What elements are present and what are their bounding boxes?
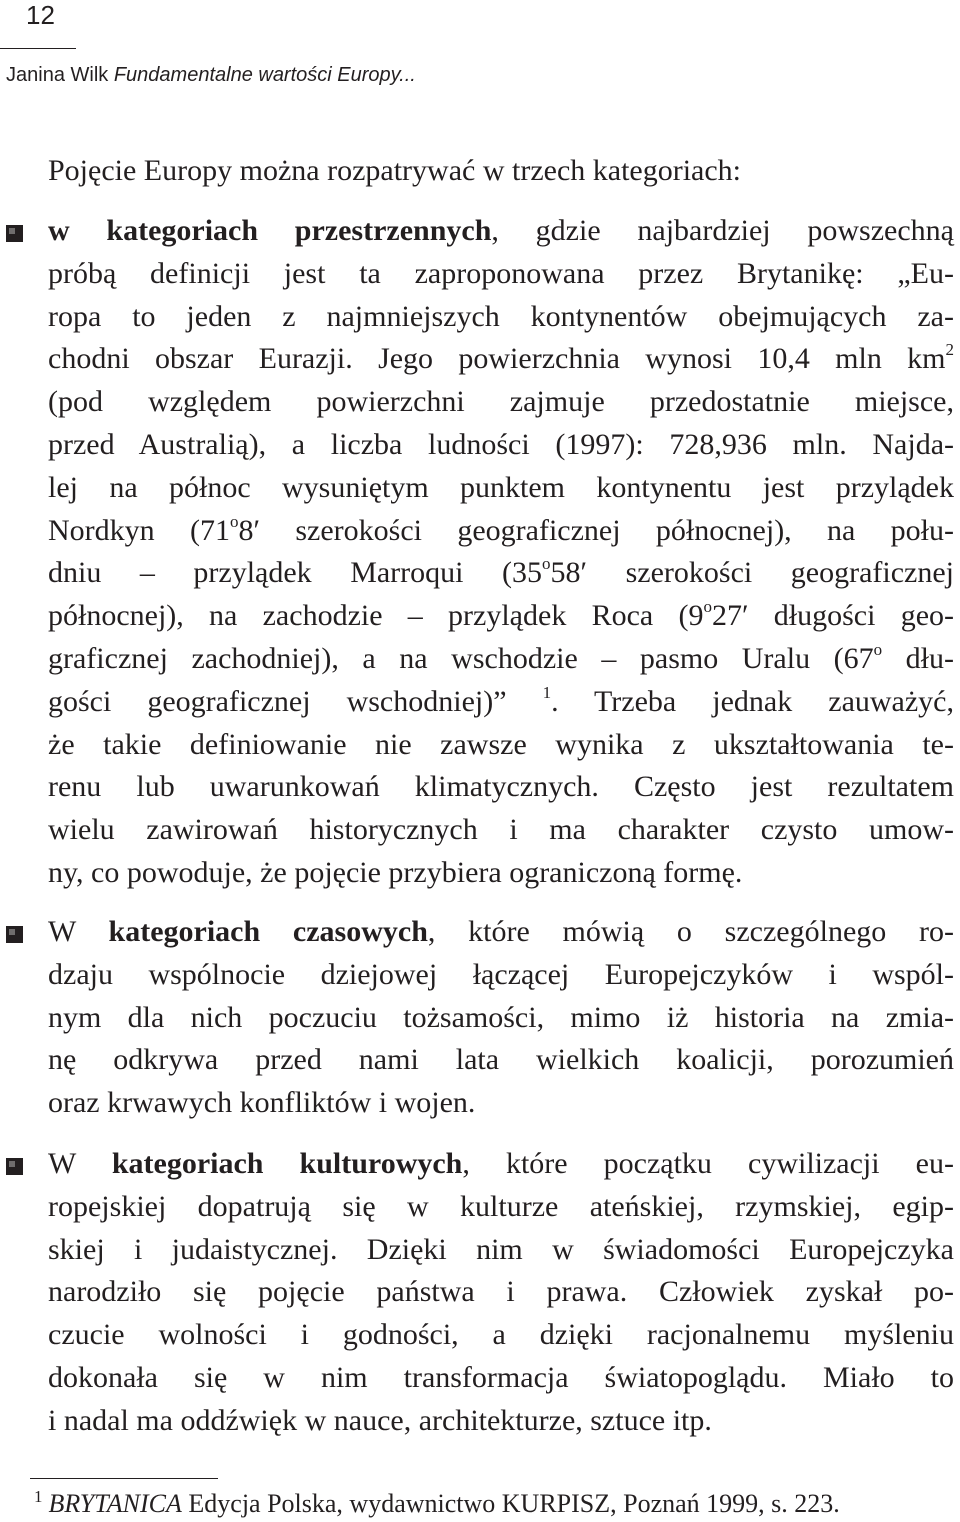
list-item-spatial	[48, 210, 954, 895]
text-line	[48, 766, 954, 809]
text-segment: przed Australią), a liczba ludności (1997): 728,936 mln. Najda-	[48, 427, 954, 461]
bullet-icon	[6, 225, 23, 242]
keyword: kategoriach czasowych	[108, 915, 428, 948]
header-title: Fundamentalne wartości Europy...	[113, 64, 416, 86]
text-line	[48, 296, 954, 339]
text-segment: dniu – przylądek Marroqui (35	[48, 556, 543, 590]
text-line	[48, 1186, 954, 1229]
keyword: w kategoriach przestrzennych	[48, 214, 492, 247]
text-segment: 27′ długości geo-	[711, 599, 955, 633]
bullet-icon	[6, 926, 23, 943]
text-line	[48, 552, 954, 595]
text-line	[48, 467, 954, 510]
running-header	[6, 62, 416, 88]
text-line	[48, 911, 954, 954]
text-line	[48, 338, 954, 381]
superscript: o	[703, 597, 712, 617]
text-segment: renu lub uwarunkowań klimatycznych. Często jest rezultatem	[48, 770, 954, 804]
text-segment: gości geograficznej wschodniej)”	[48, 684, 543, 718]
text-line	[48, 954, 954, 997]
text-segment: wielu zawirowań historycznych i ma charakter czysto umow-	[48, 813, 954, 847]
footnote-rule	[30, 1478, 218, 1479]
text-line	[48, 210, 954, 253]
text-line	[48, 424, 954, 467]
text-segment: W	[48, 1147, 112, 1180]
text-segment: skiej i judaistycznej. Dzięki nim w świadomości Europejczyka	[48, 1232, 954, 1266]
text-segment: , gdzie najbardziej powszechną	[491, 214, 954, 247]
footnote-source: BRYTANICA	[48, 1489, 182, 1518]
text-segment: . Trzeba jednak zauważyć,	[551, 684, 954, 718]
superscript: 1	[542, 682, 552, 702]
superscript: 2	[945, 340, 954, 360]
text-line	[48, 253, 954, 296]
text-segment: nym dla nich poczuciu tożsamości, mimo iż historia na zmia-	[48, 1000, 954, 1034]
text-segment: ny, co powoduje, że pojęcie przybiera ograniczoną formę.	[48, 855, 743, 889]
text-line	[48, 997, 954, 1040]
text-segment: czucie wolności i godności, a dzięki racjonalnemu myśleniu	[48, 1318, 954, 1352]
text-segment: chodni obszar Eurazji. Jego powierzchnia wynosi 10,4 mln km	[48, 342, 946, 376]
text-line	[48, 681, 954, 724]
text-line	[48, 1229, 954, 1272]
text-segment: 8′ szerokości geograficznej północnej), na połu-	[238, 513, 954, 547]
text-line	[48, 1357, 954, 1400]
footnote-text: Edycja Polska, wydawnictwo KURPISZ, Poznań 1999, s. 223.	[181, 1489, 840, 1518]
footnote-number: 1	[34, 1487, 43, 1506]
text-segment: i nadal ma oddźwięk w nauce, architekturze, sztuce itp.	[48, 1403, 712, 1437]
text-line	[48, 1039, 954, 1082]
superscript: o	[542, 554, 551, 574]
text-line	[48, 809, 954, 852]
text-line	[48, 1082, 954, 1125]
text-segment: oraz krwawych konfliktów i wojen.	[48, 1086, 476, 1120]
superscript: o	[229, 511, 239, 531]
text-line	[48, 1400, 954, 1443]
text-line	[48, 638, 954, 681]
keyword: kategoriach kulturowych	[111, 1147, 463, 1180]
footnote	[34, 1488, 840, 1520]
text-line	[48, 1271, 954, 1314]
text-segment: ropa to jeden z najmniejszych kontynentów obejmujących za-	[48, 299, 954, 333]
text-segment: , które początku cywilizacji eu-	[462, 1147, 954, 1180]
text-line	[48, 724, 954, 767]
bullet-icon	[6, 1158, 23, 1175]
superscript: o	[873, 639, 883, 659]
text-segment: że takie definiowanie nie zawsze wynika z ukształtowania te-	[48, 727, 954, 761]
text-segment: dzaju wspólnocie dziejowej łączącej Europejczyków i wspól-	[48, 957, 954, 991]
text-segment: graficznej zachodniej), a na wschodzie – pasmo Uralu (67	[48, 641, 874, 675]
text-line	[48, 381, 954, 424]
text-segment: W	[48, 915, 109, 948]
text-segment: Nordkyn (71	[48, 513, 230, 547]
header-rule	[0, 48, 76, 49]
text-segment: 58′ szerokości geograficznej	[550, 556, 954, 590]
text-line	[48, 1143, 954, 1186]
text-line	[48, 1314, 954, 1357]
text-segment: próbą definicji jest ta zaproponowana przez Brytanikę: „Eu-	[48, 256, 954, 290]
text-segment: narodziło się pojęcie państwa i prawa. Człowiek zyskał po-	[48, 1275, 954, 1309]
text-segment: (pod względem powierzchni zajmuje przedostatnie miejsce,	[48, 385, 954, 419]
text-segment: dokonała się w nim transformacja światopoglądu. Miało to	[48, 1360, 954, 1394]
list-item-cultural	[48, 1143, 954, 1443]
text-segment: , które mówią o szczególnego ro-	[427, 915, 954, 948]
text-segment: dłu-	[882, 641, 955, 675]
page-number: 12	[26, 0, 55, 30]
list-item-temporal	[48, 911, 954, 1125]
text-line	[48, 510, 954, 553]
text-segment: ropejskiej dopatrują się w kulturze ateńskiej, rzymskiej, egip-	[48, 1189, 954, 1223]
text-segment: lej na północ wysuniętym punktem kontynentu jest przylądek	[48, 470, 954, 504]
text-segment: północnej), na zachodzie – przylądek Roca (9	[48, 599, 704, 633]
header-author: Janina Wilk	[6, 64, 109, 86]
text-line	[48, 852, 954, 895]
intro-sentence: Pojęcie Europy można rozpatrywać w trzech kategoriach:	[48, 154, 742, 187]
text-line	[48, 595, 954, 638]
text-segment: nę odkrywa przed nami lata wielkich koalicji, porozumień	[48, 1043, 954, 1077]
